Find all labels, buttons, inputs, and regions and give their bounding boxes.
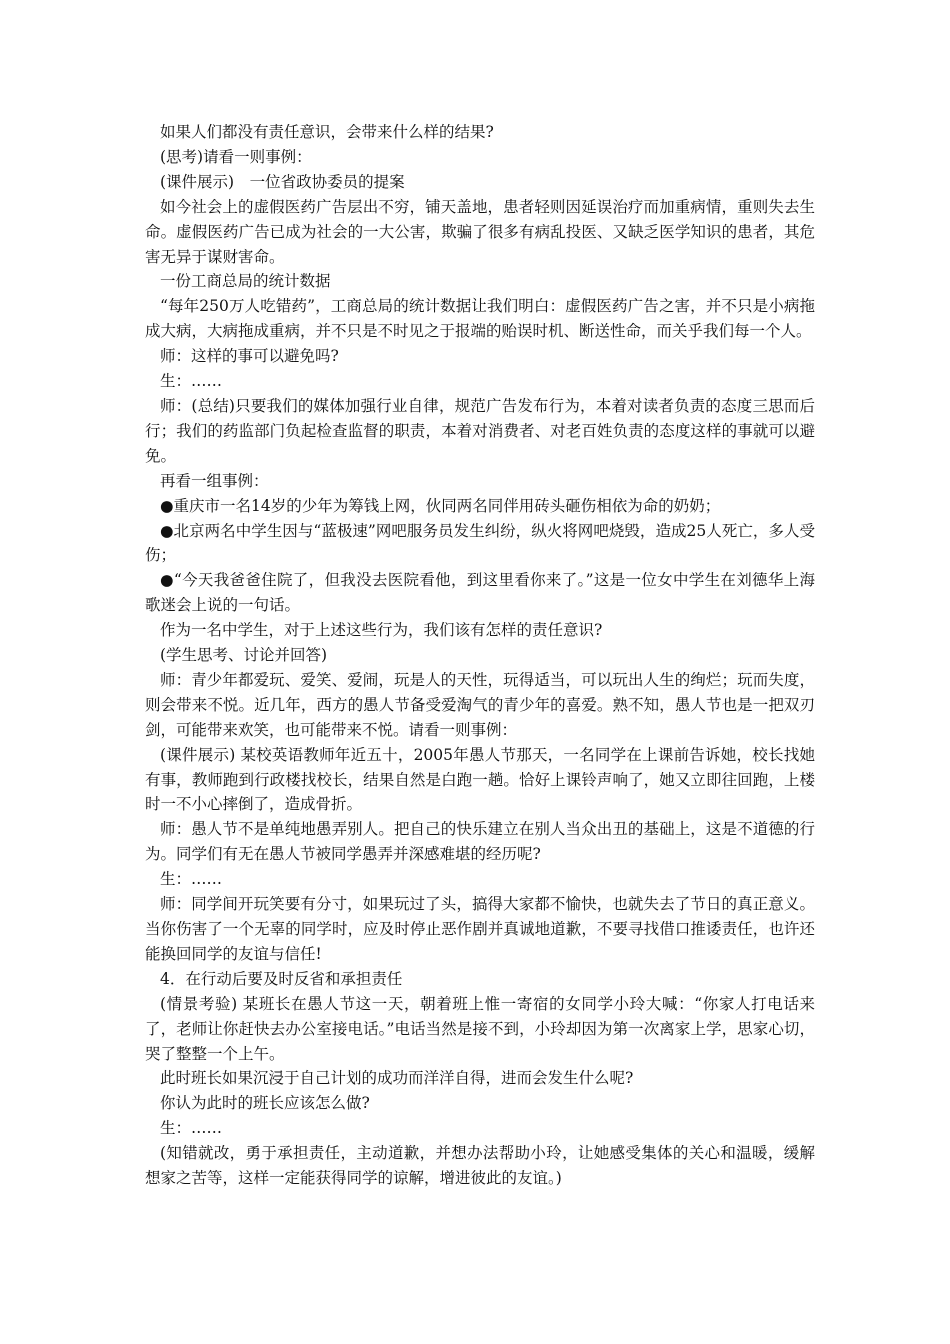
paragraph-bullet-beijing: ●北京两名中学生因与“蓝极速”网吧服务员发生纠纷，纵火将网吧烧毁，造成25人死亡，多人受伤； [145, 521, 815, 565]
document-page [145, 120, 815, 1191]
paragraph-teacher-question: 师：这样的事可以避免吗? [160, 347, 339, 366]
paragraph-section-4: 4．在行动后要及时反省和承担责任 [160, 969, 403, 988]
paragraph-conclusion: (知错就改，勇于承担责任，主动道歉，并想办法帮助小玲，让她感受集体的关心和温暖，缓解想家之苦等，这样一定能获得同学的谅解，增进彼此的友谊。) [145, 1144, 815, 1188]
paragraph-monitor-question: 此时班长如果沉浸于自己计划的成功而洋洋自得，进而会发生什么呢? [160, 1069, 634, 1088]
paragraph-scenario: (情景考验) 某班长在愚人节这一天，朝着班上惟一寄宿的女同学小玲大喊：“你家人打电话来了，老师让你赶快去办公室接电话。”电话当然是接不到，小玲却因为第一次离家上学，思家心切，哭了整整一个上午。 [145, 994, 815, 1063]
paragraph-stat-title: 一份工商总局的统计数据 [160, 272, 331, 291]
paragraph-bullet-chongqing: ●重庆市一名14岁的少年为筹钱上网，伙同两名同伴用砖头砸伤相依为命的奶奶； [160, 496, 721, 515]
paragraph-student-answer-2: 生：…… [160, 870, 223, 889]
paragraph-student-discuss: (学生思考、讨论并回答) [160, 646, 328, 665]
paragraph-what-to-do: 你认为此时的班长应该怎么做? [160, 1094, 370, 1113]
paragraph-teacher-summary: 师：(总结)只要我们的媒体加强行业自律，规范广告发布行为，本着对读者负责的态度三思而后行；我们的药监部门负起检查监督的职责，本着对消费者、对老百姓负责的态度这样的事就可以避免。 [145, 396, 815, 465]
paragraph-student-answer: 生：…… [160, 372, 223, 391]
paragraph-courseware-teacher: (课件展示) 某校英语教师年近五十，2005年愚人节那天，一名同学在上课前告诉她，校长找她有事，教师跑到行政楼找校长，结果自然是白跑一趟。恰好上课铃声响了，她又立即往回跑，上楼时一不小心摔倒了，造成骨折。 [145, 745, 815, 814]
paragraph-stat-data: “每年250万人吃错药”，工商总局的统计数据让我们明白：虚假医药广告之害，并不只是小病拖成大病，大病拖成重病，并不只是不时见之于报端的贻误时机、断送性命，而关乎我们每一个人。 [145, 297, 815, 341]
paragraph-teacher-fools-day: 师：愚人节不是单纯地愚弄别人。把自己的快乐建立在别人当众出丑的基础上，这是不道德的行为。同学们有无在愚人节被同学愚弄并深感难堪的经历呢? [145, 820, 815, 864]
paragraph-more-examples: 再看一组事例： [160, 471, 269, 490]
paragraph-fake-ads: 如今社会上的虚假医药广告层出不穷，铺天盖地，患者轻则因延误治疗而加重病情，重则失去生命。虚假医药广告已成为社会的一大公害，欺骗了很多有病乱投医、又缺乏医学知识的患者，其危害无异于谋财害命。 [145, 197, 815, 266]
paragraph-teacher-joke: 师：同学间开玩笑要有分寸，如果玩过了头，搞得大家都不愉快，也就失去了节日的真正意义。当你伤害了一个无辜的同学时，应及时停止恶作剧并真诚地道歉，不要寻找借口推诿责任，也许还能换回同学的友谊与信任! [145, 895, 815, 963]
paragraph-courseware-proposal: (课件展示) 一位省政协委员的提案 [160, 172, 405, 191]
paragraph-question: 如果人们都没有责任意识，会带来什么样的结果? [160, 123, 494, 141]
paragraph-think: (思考)请看一则事例： [160, 147, 312, 166]
paragraph-student-answer-3: 生：…… [160, 1119, 223, 1138]
paragraph-responsibility-question: 作为一名中学生，对于上述这些行为，我们该有怎样的责任意识? [160, 621, 603, 640]
paragraph-teacher-play: 师：青少年都爱玩、爱笑、爱闹，玩是人的天性，玩得适当，可以玩出人生的绚烂；玩而失度，则会带来不悦。近几年，西方的愚人节备受爱淘气的青少年的喜爱。熟不知，愚人节也是一把双刃剑，可能带来欢笑，也可能带来不悦。请看一则事例： [145, 670, 815, 739]
paragraph-bullet-fan: ●“今天我爸爸住院了，但我没去医院看他，到这里看你来了。”这是一位女中学生在刘德华上海歌迷会上说的一句话。 [145, 571, 815, 615]
